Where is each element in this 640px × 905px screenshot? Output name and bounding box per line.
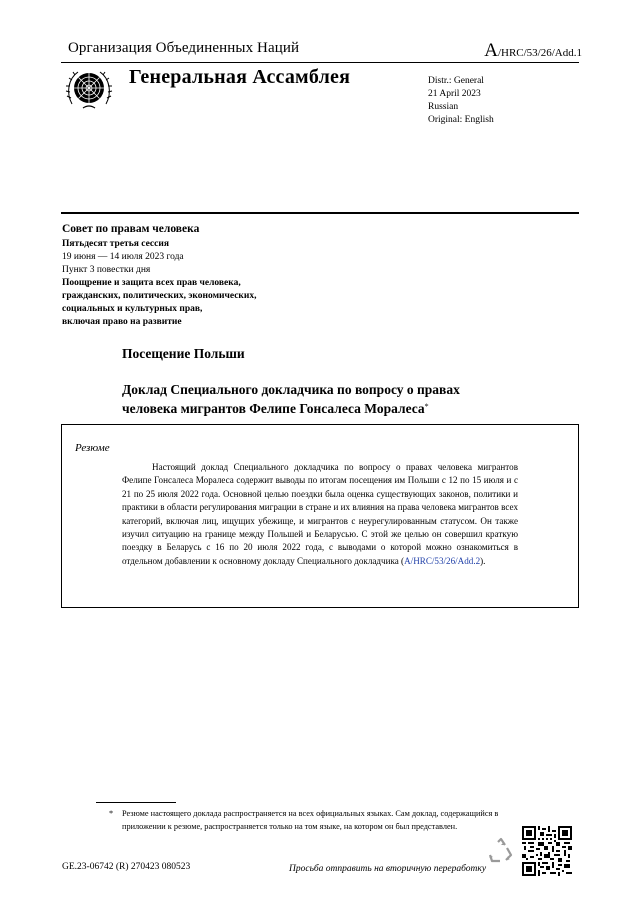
agenda-title-line: Поощрение и защита всех прав человека, [62,278,241,288]
footnote-rule [96,802,176,803]
agenda-title-line: социальных и культурных прав, [62,304,203,314]
distribution-line: Distr.: General [428,76,484,86]
session-title: Пятьдесят третья сессия [62,239,169,249]
council-name: Совет по правам человека [62,223,200,235]
footnote-mark: * [109,809,114,818]
footnote-text: Резюме настоящего доклада распространяется на всех официальных языках. Сам доклад, содержащийся в приложении к резюме, распространяется только на том языке, на котором он был представлен. [122,809,499,831]
job-number: GE.23-06742 (R) 270423 080523 [62,862,191,872]
general-assembly-title: Генеральная Ассамблея [129,66,351,88]
recycle-note: Просьба отправить на вторичную переработку [289,864,487,874]
distribution-block [428,75,494,127]
header-thick-rule [61,212,579,214]
agenda-item: Пункт 3 повестки дня [62,265,151,275]
summary-label: Резюме [75,442,110,454]
distribution-line: Russian [428,102,459,112]
header-rule [61,62,579,63]
report-title-line: человека мигрантов Фелипе Гонсалеса Моралеса [122,401,425,416]
title-footnote-mark: * [424,402,429,411]
summary-text [122,461,518,568]
un-emblem-icon [64,67,114,111]
distribution-line: 21 April 2023 [428,89,481,99]
footnote [96,808,501,833]
organization-name: Организация Объединенных Наций [68,40,300,56]
summary-text-body: Настоящий доклад Специального докладчика по вопросу о правах человека мигрантов Фелипе Гонсалеса Моралеса содержит выводы по итогам посещения им Польши с 12 по 15 июля и с 21 по 25 июля 2022 года. Основной целью поездки была оценка существующих законов, политики и практики в области регулирования миграции в стране и их влияния на права человека мигрантов всех категорий, включая лиц, ищущих убежище, и мигрантов с неурегулированным статусом. Он также изучил ситуацию на границе между Польшей и Беларусью. С этой же целью он совершил краткую поездку в Беларусь с 16 по 20 июля 2022 года, с выводами о которой можно ознакомиться в отдельном добавлении к основному докладу Специального докладчика ( [122,462,518,566]
report-title-line: Доклад Специального докладчика по вопросу о правах [122,382,460,397]
qr-code-icon[interactable] [522,826,572,876]
agenda-title-line: включая право на развитие [62,317,182,327]
agenda-title-line: гражданских, политических, экономических, [62,291,257,301]
session-block [62,238,257,329]
distribution-line: Original: English [428,115,494,125]
summary-text-end: ). [480,555,486,566]
document-symbol [484,40,582,62]
session-dates: 19 июня — 14 июля 2023 года [62,252,184,262]
recycle-icon [486,836,516,866]
document-symbol-rest: /HRC/53/26/Add.1 [497,47,582,59]
visit-title: Посещение Польши [122,346,245,361]
addendum-link[interactable]: A/HRC/53/26/Add.2 [404,555,481,566]
document-symbol-lead: A [484,40,498,61]
report-title [122,381,460,417]
